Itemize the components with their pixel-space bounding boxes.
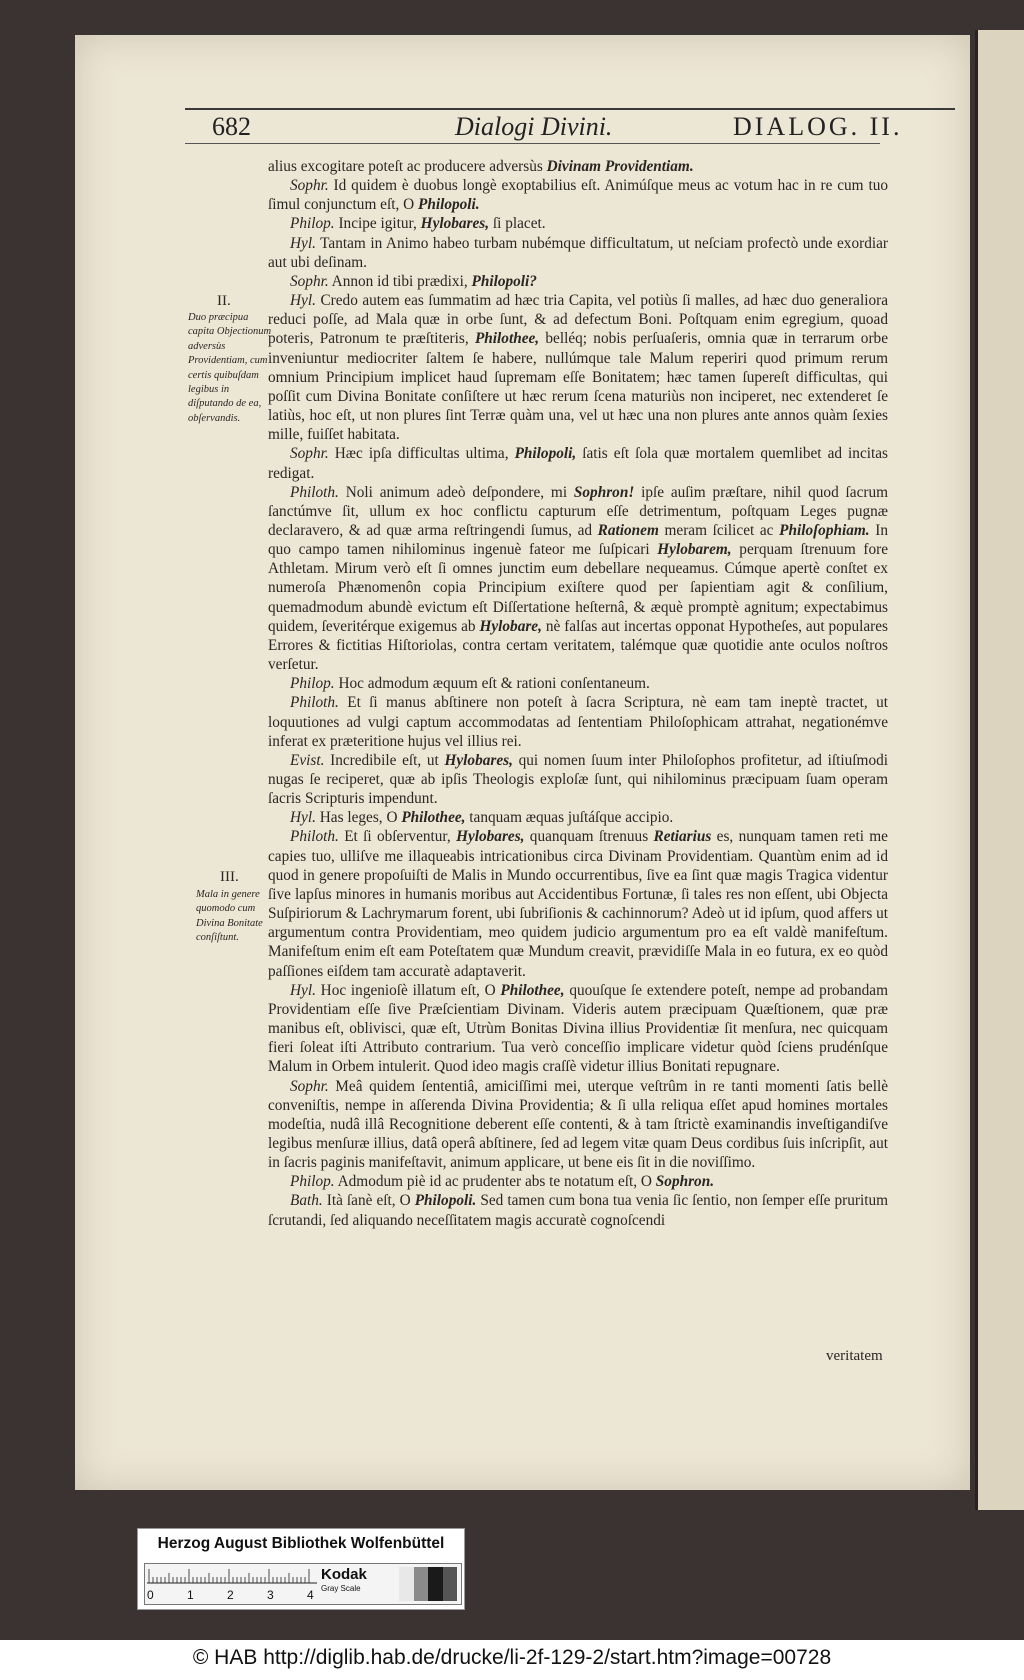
speaker-name: Hyl. bbox=[290, 809, 316, 827]
ruler-numbers bbox=[147, 1588, 327, 1602]
text-run: Incipe igitur, bbox=[334, 215, 421, 233]
text-paragraph bbox=[268, 1191, 888, 1229]
text-run: Tantam in Animo habeo turbam nubémque difficultatum, ut neſciam profectò unde exordiar aut ubi deſinam. bbox=[268, 234, 888, 271]
text-paragraph bbox=[268, 291, 888, 444]
text-paragraph bbox=[268, 1077, 888, 1173]
scale-bar bbox=[144, 1563, 462, 1605]
text-run: ipſe auſim præſtare, nihil quod ſacrum ſanctúmve ſit, ullum ex hoc conflictu capturum eſſe detrimentum, poſtquam Leges pugnæ declaravero, & ad quæ arma reſtringendi ſumus, ad bbox=[268, 483, 888, 539]
text-run: Has leges, O bbox=[315, 809, 402, 827]
speaker-name: Evist. bbox=[290, 751, 325, 769]
library-color-card bbox=[137, 1528, 465, 1610]
swatch-light bbox=[399, 1567, 414, 1601]
header-bottom-rule bbox=[185, 143, 880, 144]
footer-copyright: © HAB http://diglib.hab.de/drucke/li-2f-129-2/start.htm?image=00728 bbox=[192, 1646, 832, 1669]
dialog-label: DIALOG. II. bbox=[733, 112, 903, 141]
text-paragraph bbox=[268, 234, 888, 272]
section-number-iii: III. bbox=[220, 869, 239, 885]
ruler-icon bbox=[147, 1566, 317, 1584]
ruler-number: 2 bbox=[227, 1588, 234, 1602]
speaker-name: Sophr. bbox=[290, 445, 329, 463]
text-paragraph bbox=[268, 693, 888, 750]
text-run: meram ſcilicet ac bbox=[658, 521, 780, 539]
gray-swatches bbox=[399, 1567, 457, 1601]
text-run: belléq; nobis perſuaſeris, omnia quæ in terrarum orbe inveniuntur mediocriter ſaltem ſe habere, nullúmque tale Malum reperiri quod primum rerum omnium Principium implicet haud ſupremam eſſe Bonitatem; hæc tamen ſupereſt difficultas, qui poſſit cum Divina Bonitate conſiſtere ut hæc rerum ſcena maturiùs non inciperet, nec extenderet ſe latiùs, hoc eſt, ut non plures ſint Terræ quàm una, vel ut hæc una non plures ante annos quàm ſexies mille, fuiſſet habitata. bbox=[268, 330, 888, 444]
text-run: nè falſas aut incertas opponat Hypotheſes, aut populares Errores & fictitias Hiſtoriolas, contra certam veritatem, talémque quæ quotidie ante oculos noſtros verſetur. bbox=[268, 617, 888, 674]
page-number: 682 bbox=[212, 112, 251, 141]
emphasized-name: Philothee, bbox=[401, 809, 466, 827]
text-paragraph bbox=[268, 1172, 888, 1191]
text-paragraph bbox=[268, 751, 888, 808]
text-run: Annon id tibi prædixi, bbox=[328, 272, 472, 290]
emphasized-name: Philothee, bbox=[500, 981, 565, 999]
swatch-dark bbox=[428, 1567, 443, 1601]
speaker-name: Philop. bbox=[290, 215, 335, 233]
emphasized-name: Philopoli, bbox=[514, 445, 577, 463]
text-paragraph bbox=[268, 827, 888, 980]
emphasized-name: Hylobare, bbox=[479, 617, 542, 635]
text-paragraph bbox=[268, 674, 888, 693]
text-run: ſatis eſt ſola quæ mortalem quemlibet ad incitas redigat. bbox=[268, 445, 888, 482]
text-run: Ità ſanè eſt, O bbox=[322, 1192, 415, 1210]
emphasized-name: Hylobares, bbox=[456, 828, 525, 846]
text-run: Et ſi manus abſtinere non poteſt à ſacra Scriptura, nè eam tam ineptè tractet, ut loquutiones ad vulgi captum accommodatas ad ſententiam Philoſophicam attrahat, negationémve inferat ex præteritione hujus vel illius rei. bbox=[268, 694, 888, 750]
speaker-name: Hyl. bbox=[290, 981, 316, 999]
emphasized-name: Philopoli. bbox=[414, 1192, 477, 1210]
margin-note-iii: Mala in genere quomodo cum Divina Bonitate conſiſtunt. bbox=[196, 889, 263, 944]
text-run: perquam ſtrenuum fore Athletam. Mirum verò eſt ſi omnes junctim eum debellare nequeamus. Cúmque apertè conſtet ex numeroſa Phænomenôn copia Principium exiſtere quod per ſapientiam agit & conſilium, quemadmodum abundè evictum eſt Diſſertatione heſternâ, & æquè promptè agnitum; expectabimus quidem, ſeveritérque exigemus ab bbox=[268, 541, 889, 635]
header-top-rule bbox=[185, 108, 955, 110]
emphasized-name: Hylobares, bbox=[444, 751, 513, 769]
text-run: In quo campo tamen nihilominus ingenuè fateor me ſuſpicari bbox=[268, 521, 889, 559]
emphasized-name: Rationem bbox=[597, 521, 659, 539]
catchword: veritatem bbox=[826, 1348, 883, 1364]
emphasized-name: Philopoli. bbox=[417, 196, 480, 214]
margin-note-ii: Duo præcipua capita Objectionum adversùs Providentiam, cum certis quibuſdam legibus in diſputando de ea, obſervandis. bbox=[188, 312, 272, 424]
text-paragraph bbox=[268, 981, 888, 1077]
text-run: Hoc ingenioſè illatum eſt, O bbox=[315, 981, 501, 999]
text-run: Admodum piè id ac prudenter abs te notatum eſt, O bbox=[334, 1173, 656, 1191]
main-text bbox=[268, 157, 888, 1230]
text-run: ſi placet. bbox=[489, 215, 546, 233]
text-paragraph bbox=[268, 272, 888, 291]
gray-scale-label: Gray Scale bbox=[321, 1584, 361, 1593]
footer-bar bbox=[0, 1640, 1024, 1680]
emphasized-name: Hylobarem, bbox=[657, 541, 732, 559]
ruler-number: 0 bbox=[147, 1588, 154, 1602]
running-title: Dialogi Divini. bbox=[455, 112, 613, 141]
ruler-number: 1 bbox=[187, 1588, 194, 1602]
speaker-name: Sophr. bbox=[290, 177, 329, 195]
speaker-name: Bath. bbox=[290, 1192, 323, 1210]
text-paragraph bbox=[268, 444, 888, 482]
text-run: Incredibile eſt, ut bbox=[324, 751, 445, 769]
text-run: es, nunquam tamen reti me capies tuo, ulliſve me illaqueabis intricationibus circa Divinam Providentiam. Quantùm enim ad id quod in genere propoſuiſti de Malis in Mundo occurrentibus, ſive ea ſint quæ magis Tragica videntur ſive lapſus minores in humanis moribus aut Accidentibus Fortunæ, ſi tales res non eſſent, ubi Objecta Suſpiriorum & Lachrymarum forent, ubi ſubriſionis & cachinnorum? Adeò ut id ipſum, quod affers ut argumentum contra Providentiam, meo quidem judicio argumentum pro ea eſt valdè manifeſtum. Manifeſtum enim eſt eam Poteſtatem quæ Mundum creavit, prævidiſſe Mala in eo futura, ex eo quòd paſſiones eiſdem tam accuratè adaptaverit. bbox=[268, 828, 888, 980]
emphasized-name: Philoſophiam. bbox=[779, 521, 870, 539]
speaker-name: Philop. bbox=[290, 675, 335, 693]
text-run: Credo autem eas ſummatim ad hæc tria Capita, vel potiùs ſi malles, ad hæc duo generaliora reduci poſſe, ad Mala quæ in orbe ſunt, & ad defectum Boni. Poſtquam enim egregium, quoad poteris, Patronum te præſtiteris, bbox=[268, 292, 888, 348]
ruler-number: 4 bbox=[307, 1588, 314, 1602]
speaker-name: Philop. bbox=[290, 1173, 335, 1191]
swatch-gray bbox=[443, 1567, 458, 1601]
text-run: Noli animum adeò deſpondere, mi bbox=[338, 483, 574, 501]
ruler-number: 3 bbox=[267, 1588, 274, 1602]
speaker-name: Sophr. bbox=[290, 1077, 329, 1095]
emphasized-name: Sophron. bbox=[655, 1173, 715, 1191]
text-paragraph bbox=[268, 483, 888, 675]
text-paragraph bbox=[268, 157, 888, 176]
speaker-name: Hyl. bbox=[290, 292, 316, 310]
section-number-ii: II. bbox=[217, 293, 231, 309]
emphasized-name: Hylobares, bbox=[420, 215, 490, 233]
text-run: tanquam æquas juſtáſque accipio. bbox=[465, 809, 674, 827]
text-paragraph bbox=[268, 176, 888, 214]
speaker-name: Sophr. bbox=[290, 272, 329, 290]
emphasized-name: Philothee, bbox=[474, 330, 540, 348]
text-paragraph bbox=[268, 808, 888, 827]
adjacent-page-edge bbox=[975, 30, 1024, 1510]
text-run: Hæc ipſa difficultas ultima, bbox=[328, 445, 515, 463]
swatch-mid bbox=[414, 1567, 429, 1601]
emphasized-name: Sophron! bbox=[573, 483, 635, 501]
emphasized-name: Philopoli? bbox=[471, 272, 537, 290]
emphasized-name: Divinam Providentiam. bbox=[546, 158, 694, 175]
text-run: quanquam ſtrenuus bbox=[524, 828, 654, 846]
library-name: Herzog August Bibliothek Wolfenbüttel bbox=[157, 1535, 445, 1552]
text-run: alius excogitare poteſt ac producere adversùs bbox=[268, 158, 547, 175]
speaker-name: Hyl. bbox=[290, 234, 316, 252]
text-run: qui nomen ſuum inter Philoſophos profitetur, ad iſtiuſmodi nugas ſe reciperet, quæ ab ipſis Theologis exploſæ ſunt, qui nihilominus præcipuam ſuam operam ſacris Scripturis impendunt. bbox=[268, 751, 888, 808]
text-run: Et ſi obſerventur, bbox=[338, 828, 457, 846]
text-run: Hoc admodum æquum eſt & rationi conſentaneum. bbox=[334, 675, 650, 693]
text-run: Meâ quidem ſententiâ, amiciſſimi mei, uterque veſtrûm in re tanti momenti ſatis bellè conveniſtis, nempe in aſſerenda Divina Providentia; & ſi ulla reliqua eſſet apud homines mortales modeſtia, nudâ illâ Recognitione deberent eſſe contenti, & à tam ſtrictè examinandis inveſtigandiſve legibus menſuræ illius, datâ operâ abſtinere, ſed ad legem vitæ quam Deus cordibus ſuis inſcripſit, aut in ſacris paginis manifeſtavit, animum applicare, ut bene eis ſit in die noviſſimo. bbox=[268, 1077, 888, 1172]
text-paragraph bbox=[268, 214, 888, 233]
speaker-name: Philoth. bbox=[290, 828, 339, 846]
text-run: Id quidem è duobus longè exoptabilius eſt. Animúſque meus ac votum hac in re cum tuo ſimul conjunctum eſt, O bbox=[268, 177, 888, 214]
speaker-name: Philoth. bbox=[290, 694, 339, 712]
kodak-logo: Kodak bbox=[321, 1566, 367, 1583]
emphasized-name: Retiarius bbox=[653, 828, 712, 846]
text-run: Sed tamen cum bona tua venia ſic ſentio, non ſemper eſſe pruritum ſcrutandi, ſed aliquando neceſſitatem magis accuratè cognoſcendi bbox=[268, 1192, 888, 1229]
speaker-name: Philoth. bbox=[290, 483, 339, 501]
text-run: quouſque ſe extendere poteſt, nempe ad probandam Providentiam eſſe ſive Præſcientiam Divinam. Videris autem præcipuam Quæſtionem, quæ præ manibus eſt, oblivisci, quæ eſt, Utrùm Bonitas Divina illius Providentiæ ſit menſura, nec quicquam fieri ſoleat iſti Attributo contrarium. Tua verò conceſſio implicare videtur quòd ſciens prudénſque Malum in Orbem intulerit. Quod ideo magis craſſè videtur illius Bonitati repugnare. bbox=[268, 981, 888, 1076]
